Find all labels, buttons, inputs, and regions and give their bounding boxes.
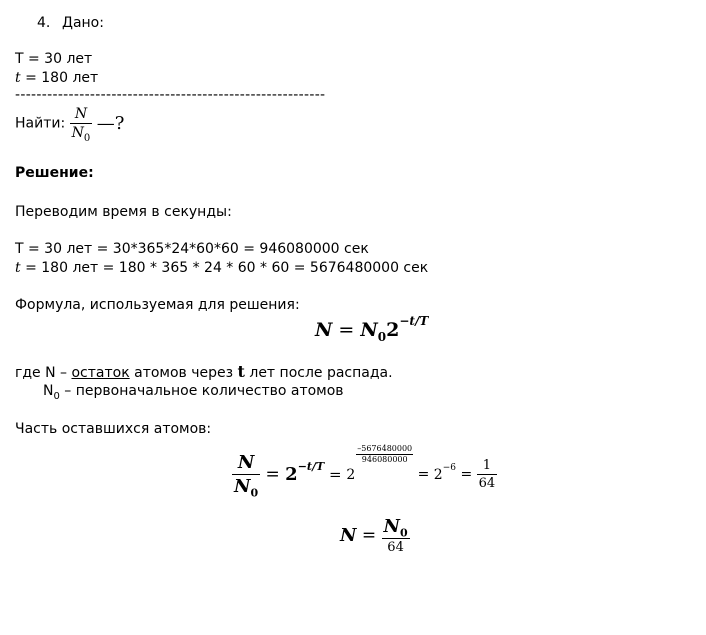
- find-numerator: N: [70, 106, 93, 124]
- formula-intro: Формула, используемая для решения:: [15, 297, 300, 313]
- main-formula: $N = N_02^{-t/T}$: [315, 313, 429, 344]
- given-t-value: = 180 лет: [20, 70, 99, 86]
- problem-number: 4.: [37, 15, 51, 31]
- eq1-lhs-fraction: $\frac{N}{N_0}$: [234, 452, 259, 500]
- eq1-power-numeric: 2 $\frac{-5676480000}{946080000}$: [346, 444, 413, 483]
- find-fraction: [70, 106, 93, 144]
- t-symbol: t: [15, 70, 21, 86]
- eq1-power-six: $2^{-6}$: [433, 462, 456, 483]
- t-conversion-value: = 180 лет = 180 * 365 * 24 * 60 * 60 = 5676480000 сек: [20, 260, 429, 276]
- given-T: T = 30 лет: [15, 51, 93, 67]
- T-conversion: T = 30 лет = 30*365*24*60*60 = 946080000 сек: [15, 241, 369, 257]
- find-label: Найти:: [15, 115, 66, 132]
- remainder-word: остаток: [71, 365, 130, 381]
- convert-text: Переводим время в секунды:: [15, 204, 232, 220]
- given-t: [15, 69, 98, 87]
- where-t-symbol: t: [237, 362, 245, 381]
- where-line: где N – остаток атомов через t лет после распада.: [15, 362, 393, 381]
- find-denominator: $N_0$: [71, 125, 91, 144]
- fraction-intro: Часть оставшихся атомов:: [15, 421, 212, 437]
- t-conversion-symbol: t: [15, 260, 21, 276]
- n0-line: $N_0$ – первоначальное количество атомов: [43, 383, 344, 402]
- given-label: Дано:: [62, 15, 104, 31]
- divider: ----------------------------------------------------------: [15, 87, 326, 103]
- equation-fraction-remaining: $\frac{N}{N_0}$ = $2^{-t/T} = 2$ $\frac{-5676480000}{946080000}$ = $2^{-6}$ = $\frac{1}{64}$: [234, 444, 496, 500]
- find-question: —?: [96, 113, 125, 134]
- eq1-power: $2^{-t/T}$: [285, 460, 325, 485]
- equation-N: N = $\frac{N_0}{64}$: [340, 516, 408, 555]
- eq1-result-fraction: $\frac{1}{64}$: [478, 458, 496, 491]
- find-line: [15, 106, 125, 144]
- eq2-fraction: $\frac{N_0}{64}$: [383, 516, 408, 555]
- t-conversion: [15, 259, 428, 277]
- solution-heading: Решение:: [15, 165, 94, 181]
